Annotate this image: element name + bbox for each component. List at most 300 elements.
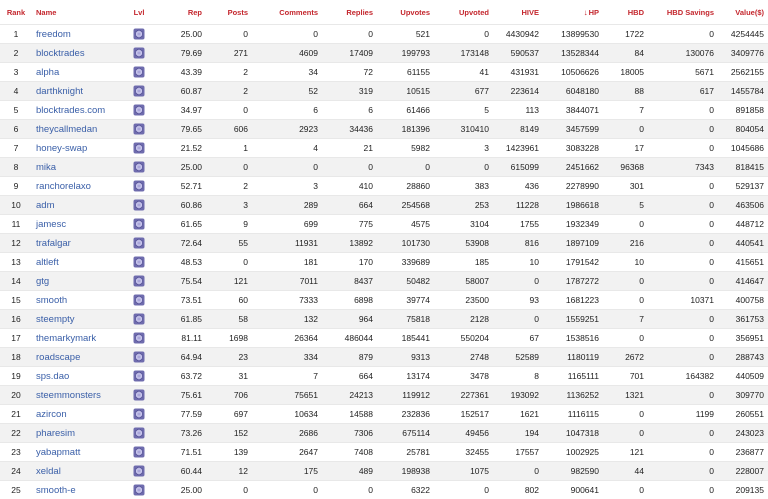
cell-posts: 55 (206, 234, 252, 253)
cell-posts: 23 (206, 348, 252, 367)
sort-down-arrow-icon: ↓ (584, 8, 588, 17)
cell-hive: 590537 (493, 44, 543, 63)
account-name-link[interactable]: steempty (32, 310, 120, 329)
account-name-link[interactable]: mika (32, 158, 120, 177)
cell-rank: 17 (0, 329, 32, 348)
cell-value: 440541 (718, 234, 768, 253)
cell-hp: 3457599 (543, 120, 603, 139)
cell-lvl (120, 63, 158, 82)
cell-posts: 2 (206, 177, 252, 196)
col-header-upvotes[interactable]: Upvotes (377, 0, 434, 25)
cell-comments: 7333 (252, 291, 322, 310)
cell-rank: 6 (0, 120, 32, 139)
account-name-link[interactable]: freedom (32, 25, 120, 44)
cell-rank: 24 (0, 462, 32, 481)
cell-hp: 1559251 (543, 310, 603, 329)
cell-rank: 23 (0, 443, 32, 462)
cell-value: 804054 (718, 120, 768, 139)
table-row (0, 462, 768, 481)
level-badge-icon (133, 28, 145, 40)
cell-posts: 31 (206, 367, 252, 386)
cell-rank: 5 (0, 101, 32, 120)
level-badge-icon (133, 161, 145, 173)
cell-rep: 72.64 (158, 234, 206, 253)
cell-replies: 24213 (322, 386, 377, 405)
level-badge-icon (133, 199, 145, 211)
col-header-lvl[interactable]: Lvl (120, 0, 158, 25)
account-name-link[interactable]: trafalgar (32, 234, 120, 253)
cell-upvoted: 32455 (434, 443, 493, 462)
table-row (0, 272, 768, 291)
cell-hive: 10 (493, 253, 543, 272)
cell-lvl (120, 44, 158, 63)
cell-value: 3409776 (718, 44, 768, 63)
cell-replies: 664 (322, 367, 377, 386)
table-row (0, 139, 768, 158)
cell-value: 529137 (718, 177, 768, 196)
cell-hive: 0 (493, 310, 543, 329)
cell-value: 400758 (718, 291, 768, 310)
cell-upvoted: 173148 (434, 44, 493, 63)
cell-posts: 271 (206, 44, 252, 63)
account-name-link[interactable]: azircon (32, 405, 120, 424)
cell-upvoted: 185 (434, 253, 493, 272)
cell-hp: 1002925 (543, 443, 603, 462)
table-row (0, 253, 768, 272)
cell-hive: 0 (493, 462, 543, 481)
cell-replies: 410 (322, 177, 377, 196)
cell-hbd: 18005 (603, 63, 648, 82)
cell-rank: 1 (0, 25, 32, 44)
level-badge-icon (133, 294, 145, 306)
account-name-link[interactable]: ranchorelaxo (32, 177, 120, 196)
col-header-rep[interactable]: Rep (158, 0, 206, 25)
cell-upvoted: 0 (434, 25, 493, 44)
cell-replies: 72 (322, 63, 377, 82)
cell-hive: 436 (493, 177, 543, 196)
cell-upvotes: 119912 (377, 386, 434, 405)
cell-hbd: 0 (603, 215, 648, 234)
col-header-name[interactable]: Name (32, 0, 120, 25)
cell-value: 440509 (718, 367, 768, 386)
cell-comments: 4 (252, 139, 322, 158)
cell-hbd: 5 (603, 196, 648, 215)
cell-rank: 21 (0, 405, 32, 424)
cell-upvotes: 9313 (377, 348, 434, 367)
cell-lvl (120, 234, 158, 253)
cell-upvoted: 550204 (434, 329, 493, 348)
cell-hbd: 96368 (603, 158, 648, 177)
cell-hbd-savings: 0 (648, 101, 718, 120)
cell-value: 288743 (718, 348, 768, 367)
cell-hbd: 301 (603, 177, 648, 196)
table-row (0, 215, 768, 234)
level-badge-icon (133, 427, 145, 439)
cell-rep: 48.53 (158, 253, 206, 272)
account-name-link[interactable]: jamesc (32, 215, 120, 234)
cell-posts: 0 (206, 481, 252, 499)
cell-comments: 4609 (252, 44, 322, 63)
cell-upvoted: 41 (434, 63, 493, 82)
cell-upvoted: 2128 (434, 310, 493, 329)
cell-hive: 223614 (493, 82, 543, 101)
cell-hbd-savings: 130076 (648, 44, 718, 63)
cell-lvl (120, 158, 158, 177)
cell-hp: 6048180 (543, 82, 603, 101)
table-row (0, 177, 768, 196)
account-name-link[interactable]: smooth-e (32, 481, 120, 499)
cell-hp: 3083228 (543, 139, 603, 158)
cell-value: 309770 (718, 386, 768, 405)
cell-upvotes: 675114 (377, 424, 434, 443)
cell-rank: 22 (0, 424, 32, 443)
cell-hp: 900641 (543, 481, 603, 499)
account-name-link[interactable]: adm (32, 196, 120, 215)
cell-comments: 2686 (252, 424, 322, 443)
cell-rep: 79.69 (158, 44, 206, 63)
col-header-comments[interactable]: Comments (252, 0, 322, 25)
cell-hbd-savings: 0 (648, 329, 718, 348)
col-header-value[interactable]: Value($) (718, 0, 768, 25)
account-name-link[interactable]: theycallmedan (32, 120, 120, 139)
cell-hbd: 84 (603, 44, 648, 63)
table-row (0, 234, 768, 253)
account-name-link[interactable]: smooth (32, 291, 120, 310)
cell-hbd: 701 (603, 367, 648, 386)
cell-rank: 3 (0, 63, 32, 82)
table-row (0, 291, 768, 310)
cell-rep: 25.00 (158, 481, 206, 499)
cell-replies: 489 (322, 462, 377, 481)
account-name-link[interactable]: themarkymark (32, 329, 120, 348)
cell-upvotes: 61155 (377, 63, 434, 82)
cell-hp: 1047318 (543, 424, 603, 443)
cell-upvotes: 39774 (377, 291, 434, 310)
cell-upvotes: 61466 (377, 101, 434, 120)
cell-hive: 52589 (493, 348, 543, 367)
cell-comments: 6 (252, 101, 322, 120)
cell-hbd-savings: 0 (648, 481, 718, 499)
account-name-link[interactable]: yabapmatt (32, 443, 120, 462)
cell-hive: 431931 (493, 63, 543, 82)
cell-upvotes: 4575 (377, 215, 434, 234)
cell-comments: 11931 (252, 234, 322, 253)
cell-rep: 60.44 (158, 462, 206, 481)
cell-comments: 334 (252, 348, 322, 367)
cell-value: 891858 (718, 101, 768, 120)
cell-comments: 289 (252, 196, 322, 215)
cell-hbd-savings: 0 (648, 120, 718, 139)
cell-upvoted: 1075 (434, 462, 493, 481)
cell-lvl (120, 101, 158, 120)
cell-lvl (120, 272, 158, 291)
cell-value: 209135 (718, 481, 768, 499)
cell-comments: 175 (252, 462, 322, 481)
level-badge-icon (133, 332, 145, 344)
cell-hp: 10506626 (543, 63, 603, 82)
cell-comments: 34 (252, 63, 322, 82)
cell-hbd-savings: 0 (648, 443, 718, 462)
cell-hive: 8 (493, 367, 543, 386)
table-row (0, 443, 768, 462)
cell-rep: 52.71 (158, 177, 206, 196)
cell-replies: 0 (322, 158, 377, 177)
cell-hbd-savings: 0 (648, 215, 718, 234)
table-row (0, 481, 768, 499)
level-badge-icon (133, 66, 145, 78)
cell-upvotes: 50482 (377, 272, 434, 291)
cell-comments: 0 (252, 158, 322, 177)
table-row (0, 386, 768, 405)
cell-value: 818415 (718, 158, 768, 177)
col-header-posts[interactable]: Posts (206, 0, 252, 25)
cell-hp: 2278990 (543, 177, 603, 196)
cell-posts: 0 (206, 25, 252, 44)
cell-hive: 194 (493, 424, 543, 443)
account-name-link[interactable]: gtg (32, 272, 120, 291)
cell-rank: 2 (0, 44, 32, 63)
cell-value: 463506 (718, 196, 768, 215)
cell-hive: 0 (493, 272, 543, 291)
cell-lvl (120, 215, 158, 234)
cell-rep: 75.61 (158, 386, 206, 405)
cell-hive: 615099 (493, 158, 543, 177)
cell-hbd: 0 (603, 405, 648, 424)
cell-hp: 982590 (543, 462, 603, 481)
cell-upvotes: 521 (377, 25, 434, 44)
cell-rank: 14 (0, 272, 32, 291)
cell-hive: 1423961 (493, 139, 543, 158)
cell-hbd-savings: 5671 (648, 63, 718, 82)
cell-comments: 181 (252, 253, 322, 272)
cell-value: 236877 (718, 443, 768, 462)
cell-rank: 19 (0, 367, 32, 386)
cell-lvl (120, 481, 158, 499)
account-name-link[interactable]: darthknight (32, 82, 120, 101)
account-name-link[interactable]: blocktrades.com (32, 101, 120, 120)
cell-lvl (120, 25, 158, 44)
cell-hbd-savings: 0 (648, 348, 718, 367)
cell-rep: 25.00 (158, 158, 206, 177)
cell-upvoted: 253 (434, 196, 493, 215)
cell-upvotes: 6322 (377, 481, 434, 499)
cell-hbd: 7 (603, 310, 648, 329)
cell-hive: 17557 (493, 443, 543, 462)
cell-rank: 10 (0, 196, 32, 215)
cell-posts: 606 (206, 120, 252, 139)
cell-replies: 319 (322, 82, 377, 101)
cell-hbd-savings: 617 (648, 82, 718, 101)
account-name-link[interactable]: roadscape (32, 348, 120, 367)
cell-posts: 9 (206, 215, 252, 234)
cell-value: 356951 (718, 329, 768, 348)
cell-rep: 63.72 (158, 367, 206, 386)
cell-rank: 18 (0, 348, 32, 367)
cell-replies: 34436 (322, 120, 377, 139)
table-header-row (0, 0, 768, 25)
cell-hbd: 216 (603, 234, 648, 253)
cell-rank: 4 (0, 82, 32, 101)
cell-lvl (120, 386, 158, 405)
table-row (0, 424, 768, 443)
cell-upvotes: 10515 (377, 82, 434, 101)
cell-upvotes: 254568 (377, 196, 434, 215)
cell-replies: 0 (322, 25, 377, 44)
cell-upvotes: 232836 (377, 405, 434, 424)
cell-lvl (120, 329, 158, 348)
account-name-link[interactable]: altleft (32, 253, 120, 272)
cell-posts: 1 (206, 139, 252, 158)
cell-hbd-savings: 0 (648, 424, 718, 443)
cell-replies: 0 (322, 481, 377, 499)
cell-upvoted: 310410 (434, 120, 493, 139)
cell-rep: 64.94 (158, 348, 206, 367)
cell-hbd: 17 (603, 139, 648, 158)
account-name-link[interactable]: pharesim (32, 424, 120, 443)
cell-replies: 7408 (322, 443, 377, 462)
cell-upvoted: 5 (434, 101, 493, 120)
level-badge-icon (133, 275, 145, 287)
col-header-hp[interactable] (543, 0, 603, 25)
cell-comments: 0 (252, 25, 322, 44)
table-row (0, 158, 768, 177)
cell-hbd: 0 (603, 120, 648, 139)
cell-hbd-savings: 10371 (648, 291, 718, 310)
account-name-link[interactable]: honey-swap (32, 139, 120, 158)
cell-hbd-savings: 7343 (648, 158, 718, 177)
cell-comments: 7011 (252, 272, 322, 291)
cell-upvotes: 101730 (377, 234, 434, 253)
cell-lvl (120, 348, 158, 367)
cell-hp: 1165111 (543, 367, 603, 386)
account-name-link[interactable]: alpha (32, 63, 120, 82)
cell-hbd: 1722 (603, 25, 648, 44)
cell-hive: 4430942 (493, 25, 543, 44)
cell-replies: 775 (322, 215, 377, 234)
cell-replies: 664 (322, 196, 377, 215)
cell-rep: 61.65 (158, 215, 206, 234)
cell-lvl (120, 462, 158, 481)
col-header-hbd-savings[interactable]: HBD Savings (648, 0, 718, 25)
cell-upvoted: 3 (434, 139, 493, 158)
cell-rank: 7 (0, 139, 32, 158)
cell-hp: 1681223 (543, 291, 603, 310)
cell-comments: 699 (252, 215, 322, 234)
level-badge-icon (133, 370, 145, 382)
cell-upvoted: 152517 (434, 405, 493, 424)
cell-upvoted: 58007 (434, 272, 493, 291)
cell-rep: 34.97 (158, 101, 206, 120)
cell-rank: 9 (0, 177, 32, 196)
cell-value: 361753 (718, 310, 768, 329)
cell-upvoted: 0 (434, 481, 493, 499)
cell-upvoted: 383 (434, 177, 493, 196)
cell-replies: 17409 (322, 44, 377, 63)
cell-rank: 11 (0, 215, 32, 234)
cell-value: 4254445 (718, 25, 768, 44)
cell-replies: 14588 (322, 405, 377, 424)
level-badge-icon (133, 237, 145, 249)
cell-hbd-savings: 164382 (648, 367, 718, 386)
cell-rep: 60.86 (158, 196, 206, 215)
level-badge-icon (133, 85, 145, 97)
cell-hbd-savings: 0 (648, 139, 718, 158)
col-header-hp-label: HP (589, 8, 599, 17)
table-row (0, 82, 768, 101)
cell-lvl (120, 177, 158, 196)
cell-hbd-savings: 0 (648, 177, 718, 196)
col-header-hbd[interactable]: HBD (603, 0, 648, 25)
cell-rank: 20 (0, 386, 32, 405)
cell-posts: 121 (206, 272, 252, 291)
account-name-link[interactable]: sps.dao (32, 367, 120, 386)
col-header-hive[interactable]: HIVE (493, 0, 543, 25)
cell-hive: 816 (493, 234, 543, 253)
table-body (0, 25, 768, 499)
cell-rank: 16 (0, 310, 32, 329)
cell-replies: 964 (322, 310, 377, 329)
account-name-link[interactable]: blocktrades (32, 44, 120, 63)
col-header-replies[interactable]: Replies (322, 0, 377, 25)
account-name-link[interactable]: steemmonsters (32, 386, 120, 405)
cell-comments: 2647 (252, 443, 322, 462)
cell-value: 228007 (718, 462, 768, 481)
cell-comments: 2923 (252, 120, 322, 139)
cell-upvotes: 28860 (377, 177, 434, 196)
cell-hive: 11228 (493, 196, 543, 215)
cell-hbd: 88 (603, 82, 648, 101)
cell-hp: 1986618 (543, 196, 603, 215)
cell-hp: 1180119 (543, 348, 603, 367)
cell-upvotes: 25781 (377, 443, 434, 462)
cell-upvotes: 198938 (377, 462, 434, 481)
level-badge-icon (133, 47, 145, 59)
cell-upvotes: 185441 (377, 329, 434, 348)
cell-replies: 6 (322, 101, 377, 120)
cell-upvotes: 5982 (377, 139, 434, 158)
cell-replies: 879 (322, 348, 377, 367)
cell-hbd: 2672 (603, 348, 648, 367)
cell-upvoted: 23500 (434, 291, 493, 310)
cell-replies: 6898 (322, 291, 377, 310)
level-badge-icon (133, 484, 145, 496)
level-badge-icon (133, 256, 145, 268)
account-name-link[interactable]: xeldal (32, 462, 120, 481)
cell-upvoted: 3104 (434, 215, 493, 234)
cell-upvoted: 3478 (434, 367, 493, 386)
cell-replies: 486044 (322, 329, 377, 348)
cell-posts: 12 (206, 462, 252, 481)
cell-value: 448712 (718, 215, 768, 234)
table-row (0, 25, 768, 44)
table-row (0, 405, 768, 424)
table-row (0, 329, 768, 348)
cell-lvl (120, 405, 158, 424)
cell-posts: 0 (206, 158, 252, 177)
cell-value: 260551 (718, 405, 768, 424)
cell-rank: 25 (0, 481, 32, 499)
cell-hbd: 0 (603, 291, 648, 310)
cell-rep: 75.54 (158, 272, 206, 291)
cell-rep: 77.59 (158, 405, 206, 424)
cell-upvotes: 339689 (377, 253, 434, 272)
cell-hp: 3844071 (543, 101, 603, 120)
cell-hp: 1932349 (543, 215, 603, 234)
cell-rank: 8 (0, 158, 32, 177)
col-header-rank[interactable]: Rank (0, 0, 32, 25)
cell-comments: 75651 (252, 386, 322, 405)
col-header-upvoted[interactable]: Upvoted (434, 0, 493, 25)
